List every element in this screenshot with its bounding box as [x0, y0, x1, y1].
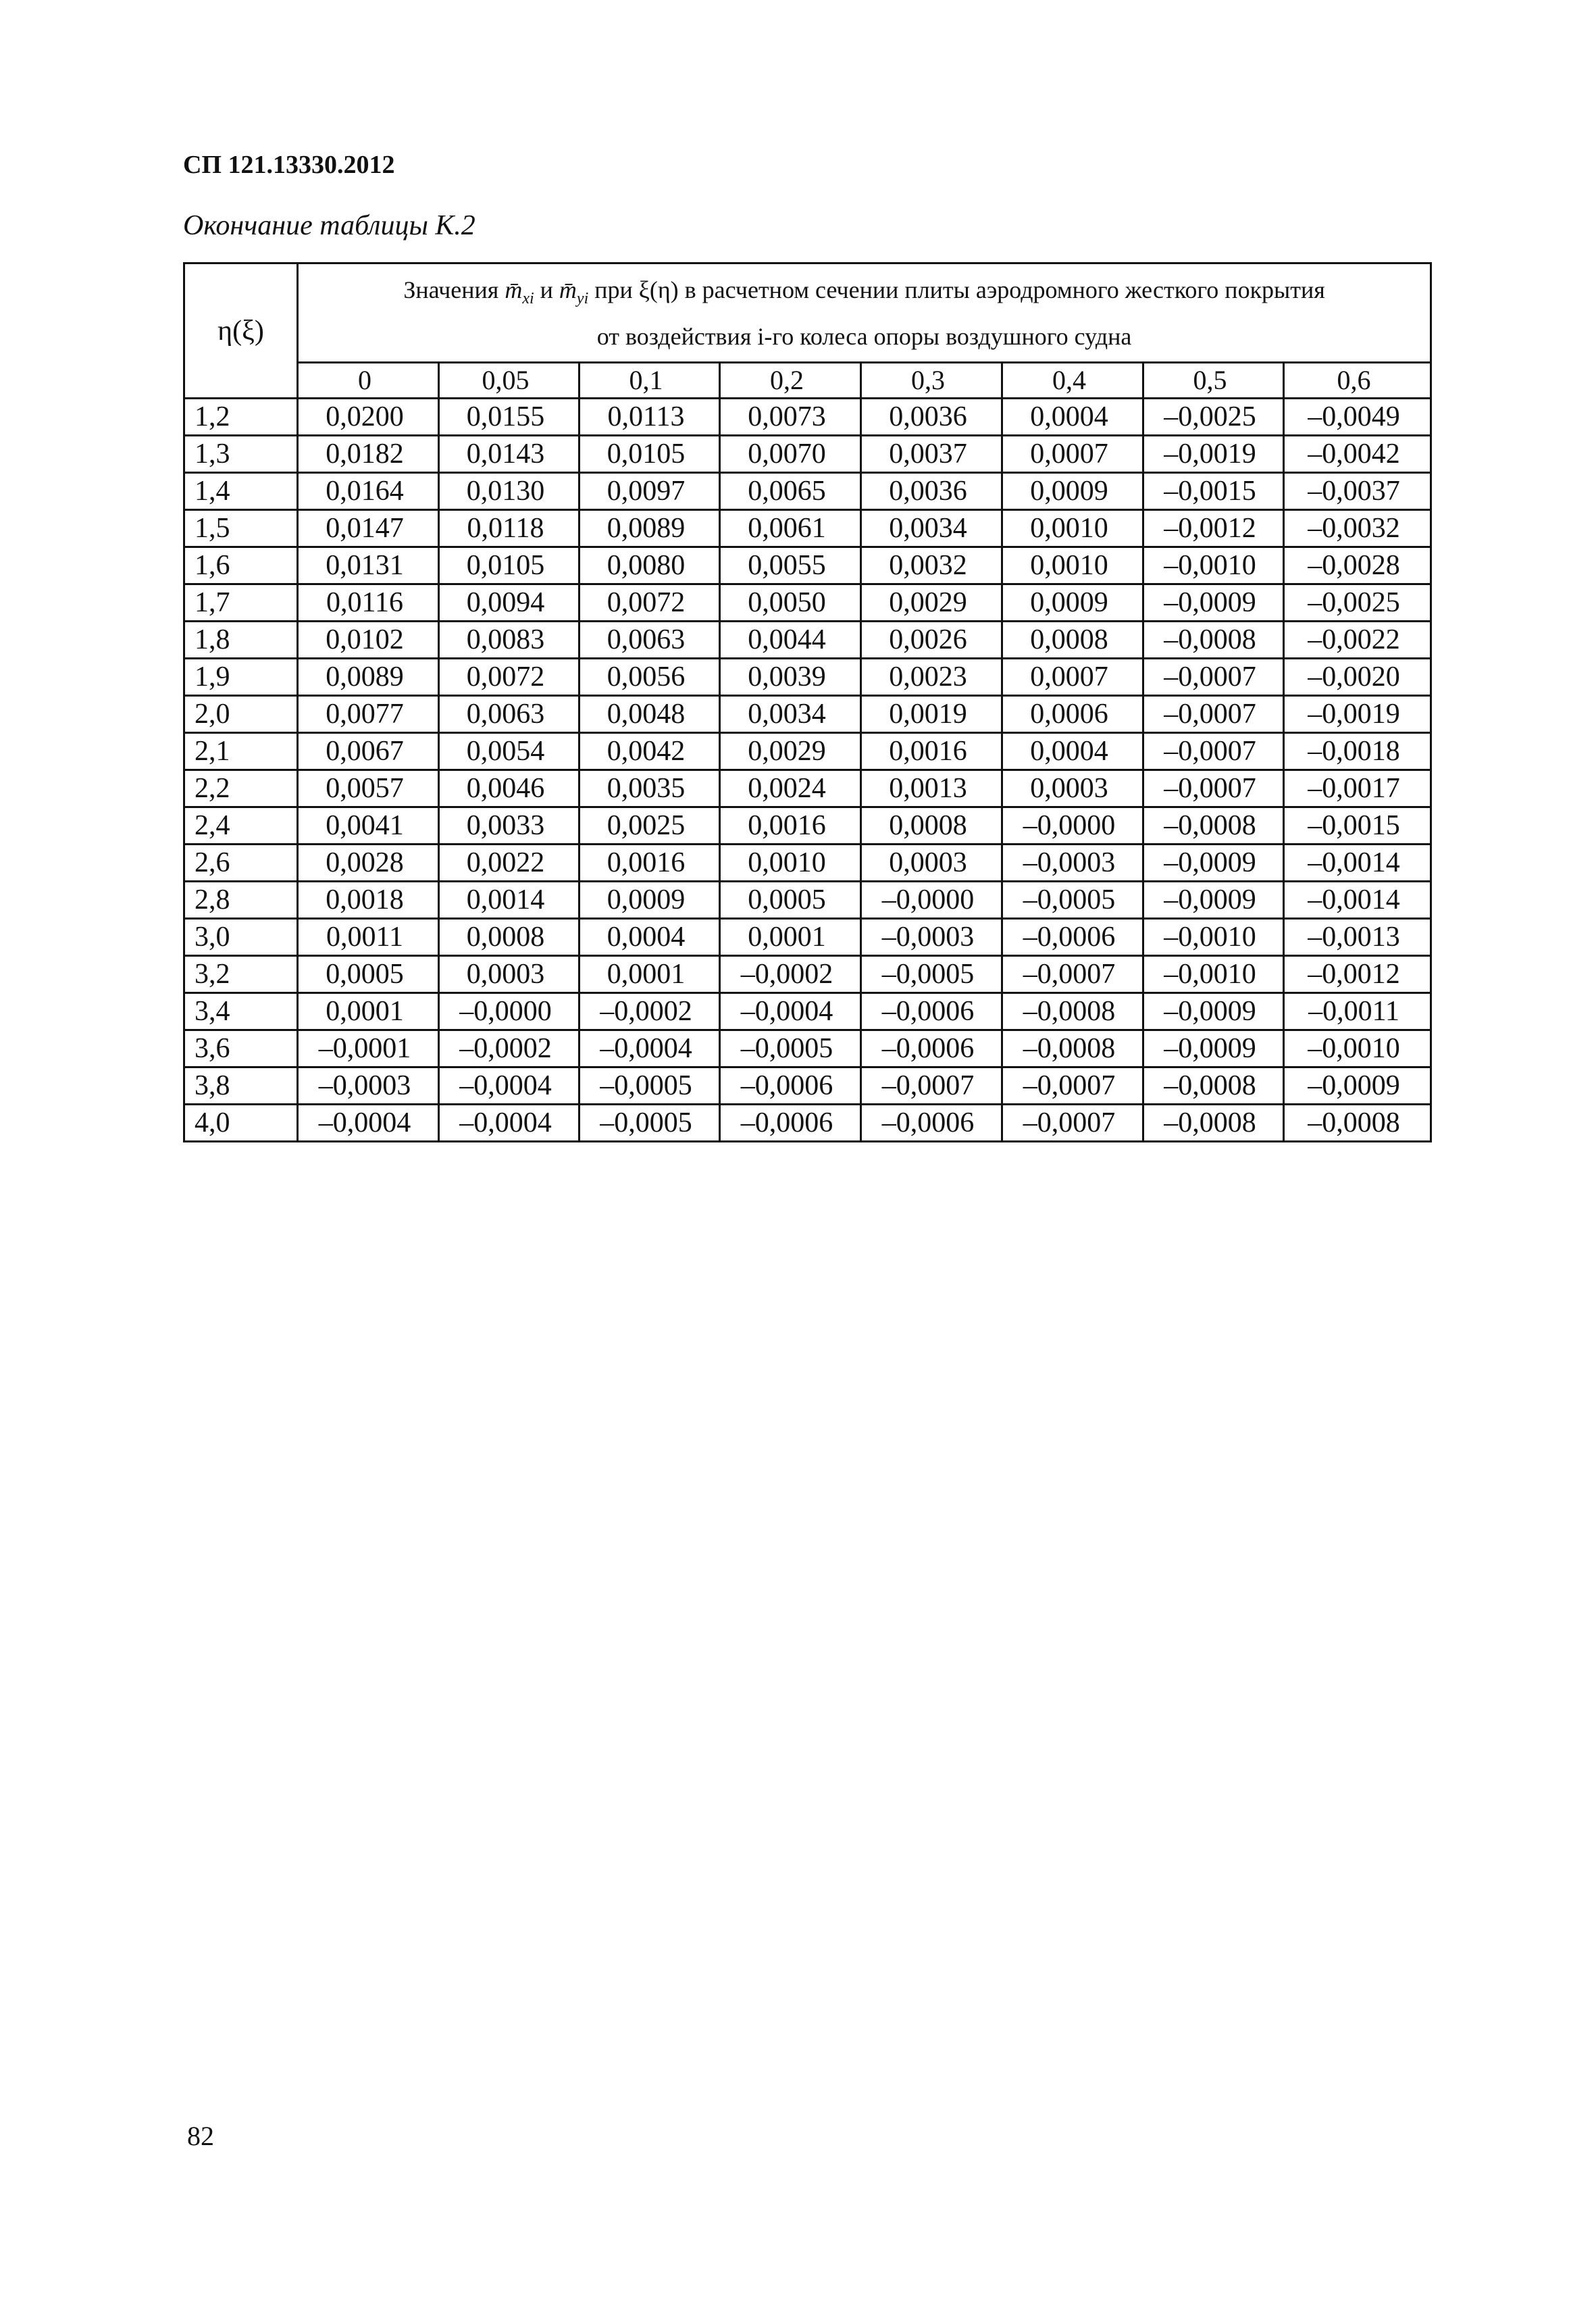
table-cell: –0,0005: [861, 956, 1002, 993]
table-cell: 0,0013: [861, 770, 1002, 807]
table-cell: –0,0020: [1284, 659, 1431, 696]
table-cell: –0,0004: [439, 1105, 580, 1142]
table-cell: 0,0029: [861, 584, 1002, 622]
column-header: 0,3: [861, 363, 1002, 399]
m-y-symbol: m̄: [559, 276, 577, 303]
table-cell: 0,0007: [1002, 659, 1143, 696]
table-cell: –0,0012: [1284, 956, 1431, 993]
header-and: и: [540, 276, 553, 303]
table-cell: 0,0147: [298, 510, 439, 547]
table-cell: –0,0007: [1002, 1105, 1143, 1142]
table-cell: 0,0032: [861, 547, 1002, 584]
table-cell: 0,0009: [580, 882, 720, 919]
table-cell: –0,0003: [861, 919, 1002, 956]
table-cell: –0,0000: [1002, 807, 1143, 845]
row-label: 3,6: [184, 1030, 298, 1067]
table-cell: –0,0004: [580, 1030, 720, 1067]
table-row: [184, 659, 1431, 696]
table-cell: –0,0008: [1143, 622, 1284, 659]
row-label: 1,7: [184, 584, 298, 622]
column-header: 0,4: [1002, 363, 1143, 399]
row-label: 3,2: [184, 956, 298, 993]
table-row: [184, 1030, 1431, 1067]
table-header-row: [184, 263, 1431, 363]
table-cell: –0,0003: [1002, 845, 1143, 882]
row-label: 3,8: [184, 1067, 298, 1105]
table-cell: 0,0016: [720, 807, 861, 845]
table-cell: 0,0182: [298, 436, 439, 473]
table-cell: 0,0105: [580, 436, 720, 473]
table-row: [184, 510, 1431, 547]
coefficients-table: [183, 262, 1432, 1142]
table-cell: –0,0009: [1284, 1067, 1431, 1105]
table-cell: –0,0002: [580, 993, 720, 1030]
table-cell: 0,0001: [298, 993, 439, 1030]
table-cell: 0,0006: [1002, 696, 1143, 733]
table-cell: 0,0003: [439, 956, 580, 993]
table-cell: 0,0055: [720, 547, 861, 584]
table-cell: –0,0007: [1002, 1067, 1143, 1105]
m-y-subscript: yi: [576, 289, 589, 307]
table-cell: –0,0008: [1002, 1030, 1143, 1067]
table-row: [184, 399, 1431, 436]
table-cell: 0,0105: [439, 547, 580, 584]
table-cell: –0,0009: [1143, 584, 1284, 622]
table-cell: –0,0007: [861, 1067, 1002, 1105]
table-cell: 0,0003: [861, 845, 1002, 882]
table-cell: 0,0007: [1002, 436, 1143, 473]
table-cell: –0,0010: [1143, 547, 1284, 584]
table-cell: –0,0006: [720, 1067, 861, 1105]
row-label: 4,0: [184, 1105, 298, 1142]
table-cell: –0,0014: [1284, 845, 1431, 882]
table-cell: 0,0010: [720, 845, 861, 882]
table-cell: –0,0009: [1143, 1030, 1284, 1067]
table-cell: 0,0001: [720, 919, 861, 956]
table-cell: –0,0008: [1143, 1067, 1284, 1105]
header-line2: от воздействия i-го колеса опоры воздушного судна: [596, 322, 1132, 350]
table-row: [184, 882, 1431, 919]
table-cell: 0,0014: [439, 882, 580, 919]
table-cell: 0,0164: [298, 473, 439, 510]
table-cell: –0,0006: [720, 1105, 861, 1142]
table-cell: 0,0003: [1002, 770, 1143, 807]
table-cell: –0,0007: [1143, 659, 1284, 696]
table-cell: 0,0010: [1002, 547, 1143, 584]
row-label: 1,5: [184, 510, 298, 547]
row-label: 1,6: [184, 547, 298, 584]
table-cell: 0,0036: [861, 473, 1002, 510]
table-cell: 0,0063: [439, 696, 580, 733]
table-cell: 0,0118: [439, 510, 580, 547]
table-cell: –0,0018: [1284, 733, 1431, 770]
table-cell: 0,0116: [298, 584, 439, 622]
header-prefix: Значения: [403, 276, 499, 303]
table-cell: 0,0077: [298, 696, 439, 733]
table-cell: 0,0037: [861, 436, 1002, 473]
table-row: [184, 1105, 1431, 1142]
table-cell: 0,0083: [439, 622, 580, 659]
table-cell: –0,0004: [720, 993, 861, 1030]
table-cell: 0,0004: [580, 919, 720, 956]
table-cell: 0,0009: [1002, 584, 1143, 622]
table-cell: –0,0011: [1284, 993, 1431, 1030]
table-cell: –0,0000: [861, 882, 1002, 919]
table-cell: 0,0024: [720, 770, 861, 807]
table-cell: –0,0009: [1143, 882, 1284, 919]
table-caption: Окончание таблицы К.2: [183, 210, 475, 241]
table-cell: 0,0008: [861, 807, 1002, 845]
table-cell: –0,0007: [1143, 733, 1284, 770]
table-cell: 0,0009: [1002, 473, 1143, 510]
table-cell: –0,0007: [1143, 696, 1284, 733]
table-header-title: [298, 263, 1431, 363]
column-header: 0: [298, 363, 439, 399]
table-cell: 0,0005: [298, 956, 439, 993]
table-cell: 0,0004: [1002, 399, 1143, 436]
row-label: 1,2: [184, 399, 298, 436]
table-cell: –0,0005: [720, 1030, 861, 1067]
table-cell: –0,0008: [1284, 1105, 1431, 1142]
table-row: [184, 696, 1431, 733]
table-cell: –0,0009: [1143, 993, 1284, 1030]
row-label: 2,1: [184, 733, 298, 770]
row-label: 2,0: [184, 696, 298, 733]
table-cell: 0,0025: [580, 807, 720, 845]
table-cell: 0,0023: [861, 659, 1002, 696]
table-cell: –0,0005: [580, 1105, 720, 1142]
table-cell: –0,0049: [1284, 399, 1431, 436]
table-cell: 0,0063: [580, 622, 720, 659]
table-cell: 0,0046: [439, 770, 580, 807]
table-cell: 0,0143: [439, 436, 580, 473]
table-cell: 0,0034: [861, 510, 1002, 547]
row-label: 2,6: [184, 845, 298, 882]
table-cell: 0,0080: [580, 547, 720, 584]
table-cell: 0,0018: [298, 882, 439, 919]
table-cell: 0,0048: [580, 696, 720, 733]
table-cell: 0,0094: [439, 584, 580, 622]
table-cell: 0,0011: [298, 919, 439, 956]
table-cell: –0,0006: [861, 1030, 1002, 1067]
table-cell: 0,0200: [298, 399, 439, 436]
table-cell: –0,0006: [861, 993, 1002, 1030]
table-cell: –0,0015: [1143, 473, 1284, 510]
table-cell: 0,0065: [720, 473, 861, 510]
table-cell: –0,0015: [1284, 807, 1431, 845]
table-cell: –0,0000: [439, 993, 580, 1030]
table-cell: 0,0130: [439, 473, 580, 510]
table-cell: 0,0008: [1002, 622, 1143, 659]
table-cell: 0,0054: [439, 733, 580, 770]
table-row: [184, 956, 1431, 993]
page-number: 82: [187, 2121, 214, 2151]
table-cell: 0,0070: [720, 436, 861, 473]
table-cell: 0,0041: [298, 807, 439, 845]
row-label: 3,0: [184, 919, 298, 956]
m-x-symbol: m̄: [505, 276, 523, 303]
table-cell: 0,0056: [580, 659, 720, 696]
table-cell: 0,0028: [298, 845, 439, 882]
table-cell: 0,0131: [298, 547, 439, 584]
table-cell: 0,0005: [720, 882, 861, 919]
table-cell: 0,0016: [861, 733, 1002, 770]
header-line1-rest: при ξ(η) в расчетном сечении плиты аэродромного жесткого покрытия: [594, 276, 1325, 303]
m-x-subscript: xi: [522, 289, 534, 307]
column-header-row: [184, 363, 1431, 399]
table-cell: 0,0113: [580, 399, 720, 436]
table-cell: 0,0072: [580, 584, 720, 622]
table-cell: –0,0008: [1002, 993, 1143, 1030]
column-header: 0,05: [439, 363, 580, 399]
table-row: [184, 919, 1431, 956]
table-cell: 0,0102: [298, 622, 439, 659]
table-cell: –0,0010: [1143, 956, 1284, 993]
table-cell: –0,0022: [1284, 622, 1431, 659]
table-cell: 0,0155: [439, 399, 580, 436]
row-label: 2,2: [184, 770, 298, 807]
table-cell: 0,0001: [580, 956, 720, 993]
table-cell: 0,0097: [580, 473, 720, 510]
table-cell: –0,0017: [1284, 770, 1431, 807]
row-label: 1,8: [184, 622, 298, 659]
table-cell: –0,0005: [1002, 882, 1143, 919]
table-cell: 0,0073: [720, 399, 861, 436]
table-cell: –0,0006: [1002, 919, 1143, 956]
table-row: [184, 807, 1431, 845]
row-label: 2,8: [184, 882, 298, 919]
table-cell: –0,0012: [1143, 510, 1284, 547]
table-cell: –0,0007: [1002, 956, 1143, 993]
table-cell: –0,0037: [1284, 473, 1431, 510]
table-row: [184, 993, 1431, 1030]
table-cell: 0,0022: [439, 845, 580, 882]
table-cell: 0,0042: [580, 733, 720, 770]
column-header: 0,1: [580, 363, 720, 399]
table-row: [184, 547, 1431, 584]
table-cell: –0,0007: [1143, 770, 1284, 807]
table-row: [184, 584, 1431, 622]
table-cell: –0,0006: [861, 1105, 1002, 1142]
table-cell: 0,0033: [439, 807, 580, 845]
table-cell: –0,0019: [1284, 696, 1431, 733]
table-cell: –0,0009: [1143, 845, 1284, 882]
table-cell: –0,0004: [298, 1105, 439, 1142]
table-row: [184, 622, 1431, 659]
table-cell: 0,0029: [720, 733, 861, 770]
table-cell: 0,0019: [861, 696, 1002, 733]
table-cell: 0,0050: [720, 584, 861, 622]
column-header: 0,2: [720, 363, 861, 399]
table-row: [184, 770, 1431, 807]
table-cell: 0,0010: [1002, 510, 1143, 547]
table-cell: 0,0067: [298, 733, 439, 770]
table-body: [184, 399, 1431, 1142]
table-cell: –0,0025: [1143, 399, 1284, 436]
table-cell: –0,0014: [1284, 882, 1431, 919]
table-row: [184, 845, 1431, 882]
table-cell: 0,0089: [580, 510, 720, 547]
table-cell: –0,0013: [1284, 919, 1431, 956]
table-cell: –0,0025: [1284, 584, 1431, 622]
table-cell: 0,0035: [580, 770, 720, 807]
table-cell: 0,0072: [439, 659, 580, 696]
table-cell: –0,0001: [298, 1030, 439, 1067]
table-cell: 0,0057: [298, 770, 439, 807]
table-cell: –0,0003: [298, 1067, 439, 1105]
row-label: 2,4: [184, 807, 298, 845]
table-cell: 0,0044: [720, 622, 861, 659]
table-cell: 0,0008: [439, 919, 580, 956]
table-cell: –0,0028: [1284, 547, 1431, 584]
row-label: 3,4: [184, 993, 298, 1030]
table-cell: 0,0004: [1002, 733, 1143, 770]
table-cell: –0,0005: [580, 1067, 720, 1105]
table-cell: –0,0019: [1143, 436, 1284, 473]
table-row: [184, 1067, 1431, 1105]
table-cell: –0,0032: [1284, 510, 1431, 547]
table-cell: –0,0004: [439, 1067, 580, 1105]
table-row: [184, 436, 1431, 473]
table-cell: 0,0039: [720, 659, 861, 696]
table-row: [184, 733, 1431, 770]
document-code: СП 121.13330.2012: [183, 151, 395, 179]
row-label: 1,4: [184, 473, 298, 510]
column-header: 0,6: [1284, 363, 1431, 399]
table-cell: 0,0016: [580, 845, 720, 882]
table-cell: –0,0042: [1284, 436, 1431, 473]
corner-label: η(ξ): [184, 263, 298, 399]
table-cell: –0,0010: [1143, 919, 1284, 956]
table-cell: –0,0002: [720, 956, 861, 993]
row-label: 1,9: [184, 659, 298, 696]
table-cell: –0,0008: [1143, 1105, 1284, 1142]
table-cell: 0,0089: [298, 659, 439, 696]
column-header: 0,5: [1143, 363, 1284, 399]
table-cell: 0,0061: [720, 510, 861, 547]
table-cell: 0,0034: [720, 696, 861, 733]
table-cell: –0,0002: [439, 1030, 580, 1067]
table-row: [184, 473, 1431, 510]
table-cell: –0,0008: [1143, 807, 1284, 845]
table-cell: 0,0036: [861, 399, 1002, 436]
row-label: 1,3: [184, 436, 298, 473]
table-cell: –0,0010: [1284, 1030, 1431, 1067]
table-cell: 0,0026: [861, 622, 1002, 659]
